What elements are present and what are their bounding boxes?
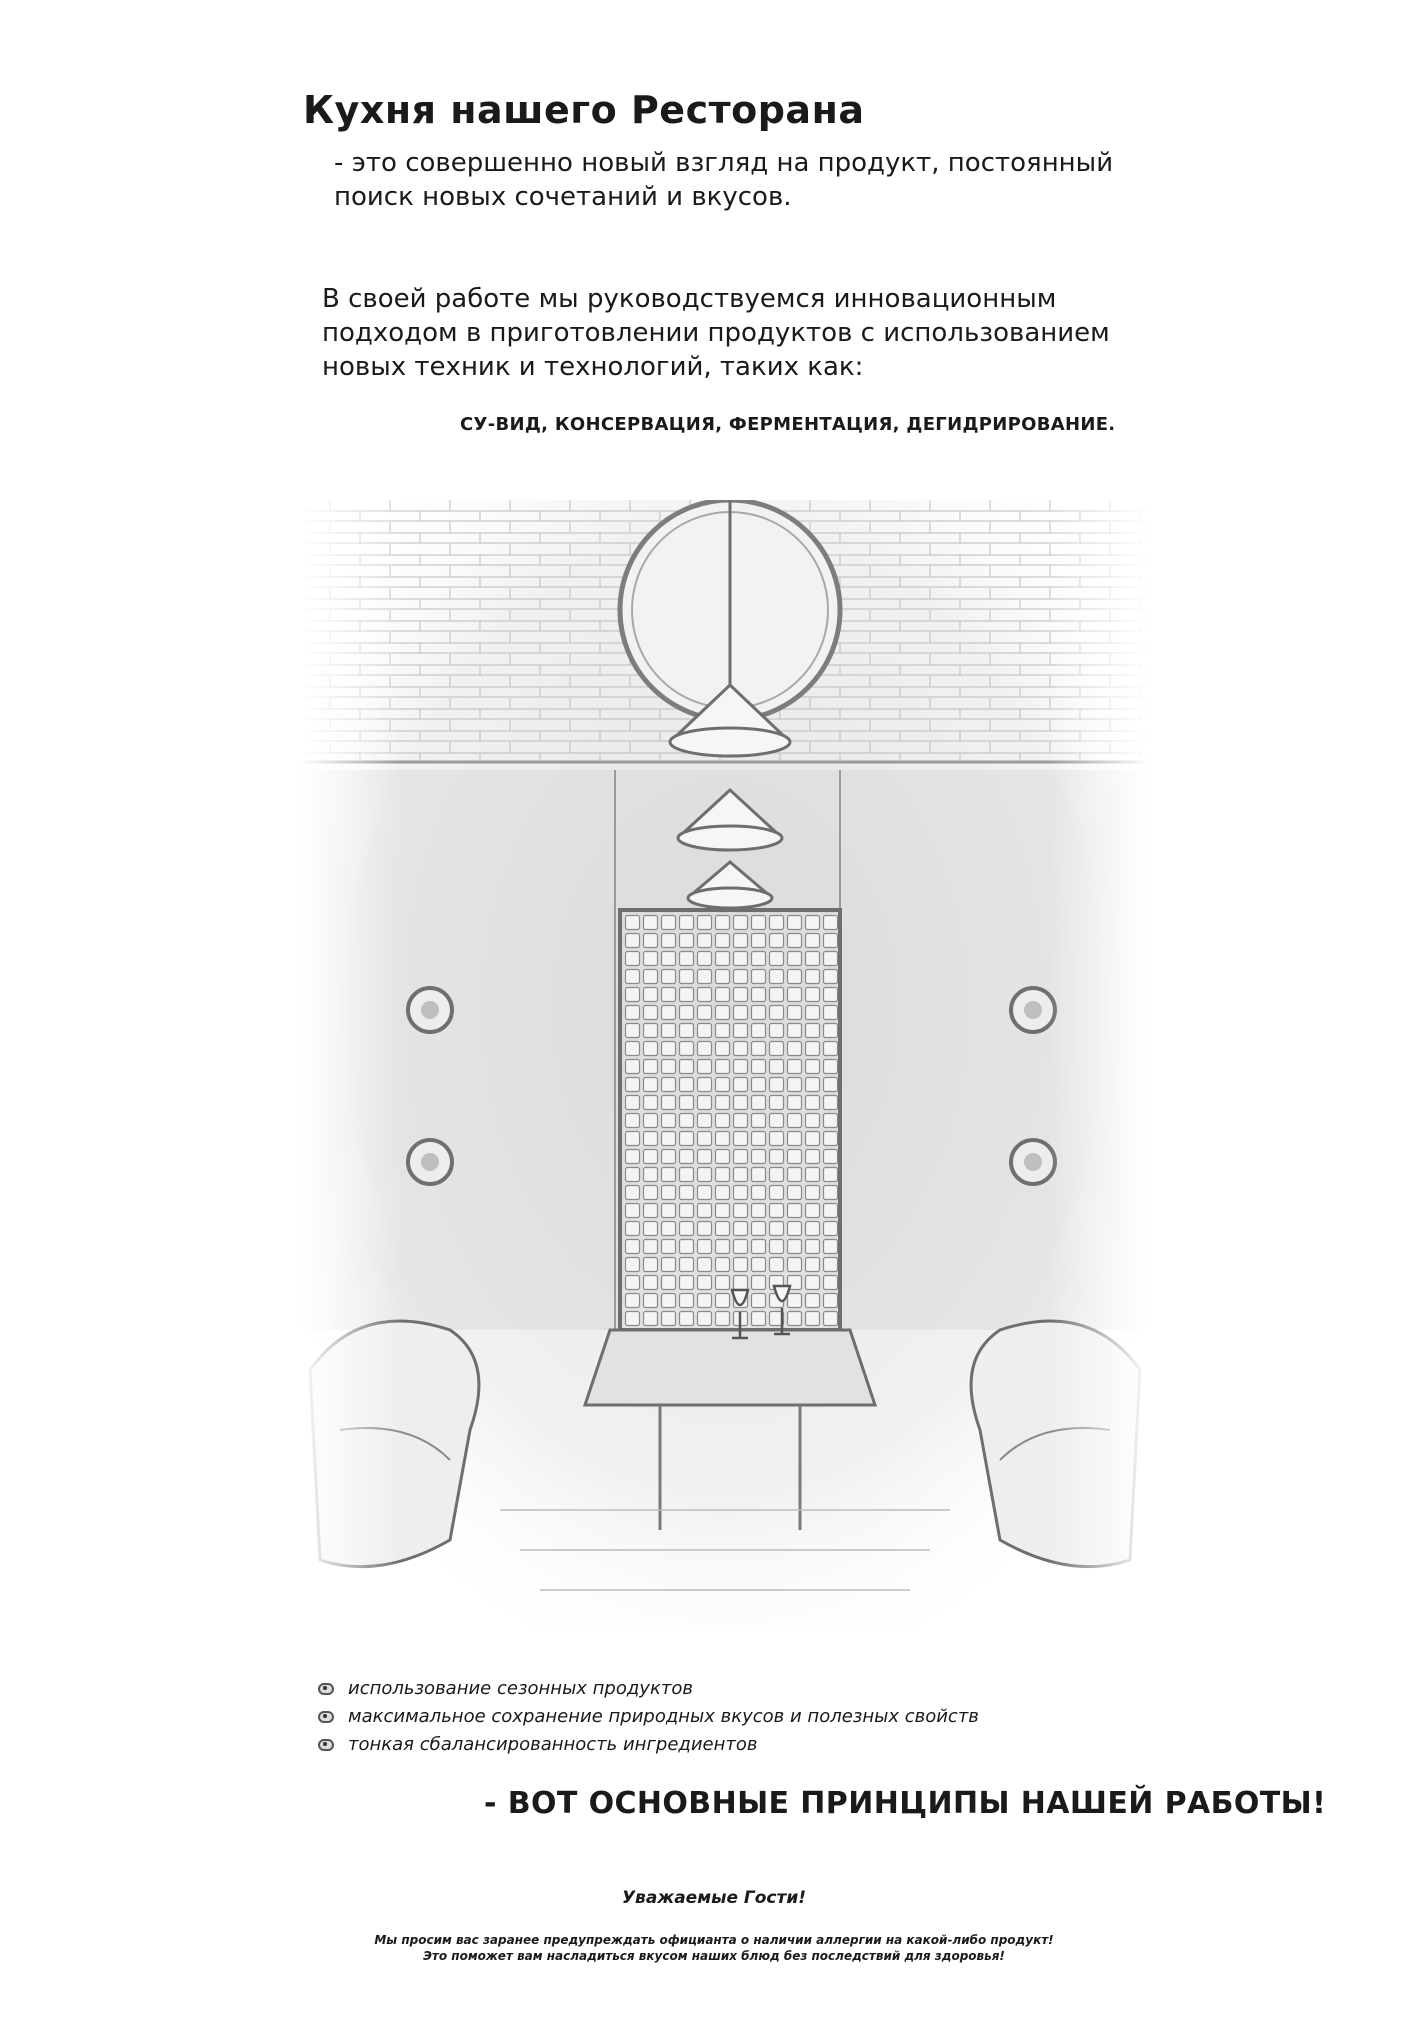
notice-line: Это поможет вам насладиться вкусом наших блюд без последствий для здоровья! bbox=[423, 1949, 1005, 1963]
principle-text: использование сезонных продуктов bbox=[348, 1678, 693, 1699]
intro-line: В своей работе мы руководствуемся инновационным bbox=[322, 284, 1057, 314]
page-title: Кухня нашего Ресторана bbox=[303, 88, 865, 132]
intro-paragraph bbox=[322, 282, 1222, 384]
subtitle bbox=[334, 146, 1234, 214]
list-item bbox=[318, 1675, 979, 1703]
subtitle-line: поиск новых сочетаний и вкусов. bbox=[334, 182, 792, 212]
eye-bullet-icon bbox=[318, 1683, 334, 1695]
intro-line: новых техник и технологий, таких как: bbox=[322, 352, 864, 382]
notice-line: Мы просим вас заранее предупреждать официанта о наличии аллергии на какой-либо продукт! bbox=[374, 1933, 1054, 1947]
intro-line: подходом в приготовлении продуктов с использованием bbox=[322, 318, 1110, 348]
greeting: Уважаемые Гости! bbox=[621, 1888, 807, 1908]
eye-bullet-icon bbox=[318, 1711, 334, 1723]
subtitle-line: - это совершенно новый взгляд на продукт, постоянный bbox=[334, 148, 1114, 178]
restaurant-interior-sketch-icon bbox=[300, 500, 1150, 1630]
principles-list bbox=[318, 1675, 979, 1759]
list-item bbox=[318, 1731, 979, 1759]
techniques-list: СУ-ВИД, КОНСЕРВАЦИЯ, ФЕРМЕНТАЦИЯ, ДЕГИДРИРОВАНИЕ. bbox=[460, 414, 1116, 435]
allergy-notice bbox=[0, 1932, 1428, 1964]
eye-bullet-icon bbox=[318, 1739, 334, 1751]
principle-text: тонкая сбалансированность ингредиентов bbox=[348, 1734, 758, 1755]
principle-text: максимальное сохранение природных вкусов и полезных свойств bbox=[348, 1706, 979, 1727]
list-item bbox=[318, 1703, 979, 1731]
motto: - ВОТ ОСНОВНЫЕ ПРИНЦИПЫ НАШЕЙ РАБОТЫ! bbox=[484, 1786, 1327, 1821]
